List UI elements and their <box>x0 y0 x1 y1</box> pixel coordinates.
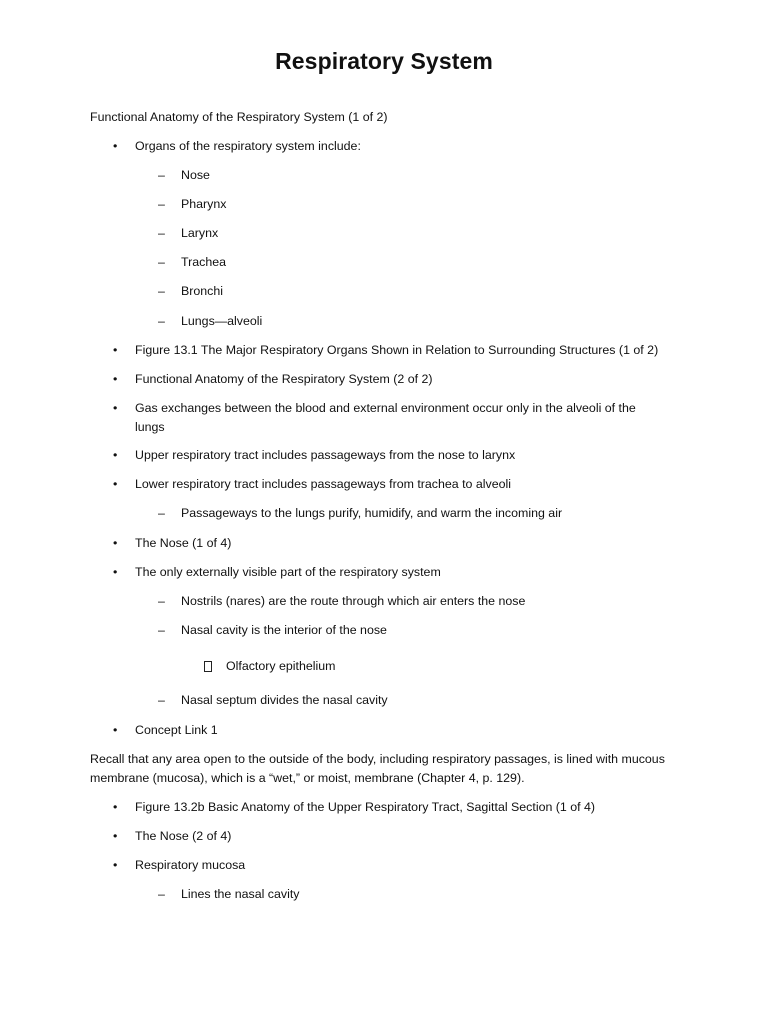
sub-sub-list-item: Olfactory epithelium <box>226 659 336 673</box>
sub-list-item: Nasal cavity is the interior of the nose <box>181 623 387 637</box>
list-item: Respiratory mucosa <box>135 858 246 872</box>
bullet-marker: • <box>113 401 118 415</box>
sub-list-item: Nose <box>181 168 210 182</box>
bullet-marker: • <box>113 477 118 491</box>
document-title: Respiratory System <box>275 48 493 74</box>
sub-list-item: Nostrils (nares) are the route through which air enters the nose <box>181 594 526 608</box>
section-heading: Functional Anatomy of the Respiratory System (1 of 2) <box>90 110 388 124</box>
bullet-marker: • <box>113 343 118 357</box>
dash-marker: – <box>158 255 165 269</box>
list-item: Functional Anatomy of the Respiratory System (2 of 2) <box>135 372 433 386</box>
list-item: Figure 13.1 The Major Respiratory Organs Shown in Relation to Surrounding Structures (1 of 2) <box>135 343 659 357</box>
bullet-marker: • <box>113 536 118 550</box>
bullet-marker: • <box>113 858 118 872</box>
dash-marker: – <box>158 623 165 637</box>
bullet-marker: • <box>113 829 118 843</box>
list-item: Figure 13.2b Basic Anatomy of the Upper Respiratory Tract, Sagittal Section (1 of 4) <box>135 800 596 814</box>
list-item: The only externally visible part of the respiratory system <box>135 565 441 579</box>
bullet-marker: • <box>113 372 118 386</box>
list-item: Gas exchanges between the blood and external environment occur only in the alveoli of the lungs <box>135 401 636 434</box>
list-item: Concept Link 1 <box>135 723 218 737</box>
dash-marker: – <box>158 284 165 298</box>
list-item: Lower respiratory tract includes passageways from trachea to alveoli <box>135 477 512 491</box>
bullet-marker: • <box>113 139 118 153</box>
bullet-marker: • <box>113 723 118 737</box>
missing-glyph-icon <box>204 661 212 672</box>
sub-list-item: Passageways to the lungs purify, humidify, and warm the incoming air <box>181 506 563 520</box>
sub-list-item: Trachea <box>181 255 226 269</box>
bullet-marker: • <box>113 565 118 579</box>
paragraph: Recall that any area open to the outside of the body, including respiratory passages, is lined with mucous membrane (mucosa), which is a “wet,” or moist, membrane (Chapter 4, p. 129). <box>90 752 665 785</box>
bullet-marker: • <box>113 800 118 814</box>
sub-list-item: Lungs—alveoli <box>181 314 263 328</box>
sub-list-item: Nasal septum divides the nasal cavity <box>181 693 388 707</box>
list-item: Organs of the respiratory system include: <box>135 139 361 153</box>
sub-list-item: Larynx <box>181 226 219 240</box>
sub-list-item: Bronchi <box>181 284 224 298</box>
list-item: Upper respiratory tract includes passageways from the nose to larynx <box>135 448 516 462</box>
dash-marker: – <box>158 506 165 520</box>
list-item: The Nose (1 of 4) <box>135 536 232 550</box>
dash-marker: – <box>158 594 165 608</box>
list-item: The Nose (2 of 4) <box>135 829 232 843</box>
dash-marker: – <box>158 314 165 328</box>
dash-marker: – <box>158 197 165 211</box>
bullet-marker: • <box>113 448 118 462</box>
sub-list-item: Pharynx <box>181 197 227 211</box>
dash-marker: – <box>158 168 165 182</box>
dash-marker: – <box>158 887 165 901</box>
dash-marker: – <box>158 226 165 240</box>
dash-marker: – <box>158 693 165 707</box>
sub-list-item: Lines the nasal cavity <box>181 887 300 901</box>
